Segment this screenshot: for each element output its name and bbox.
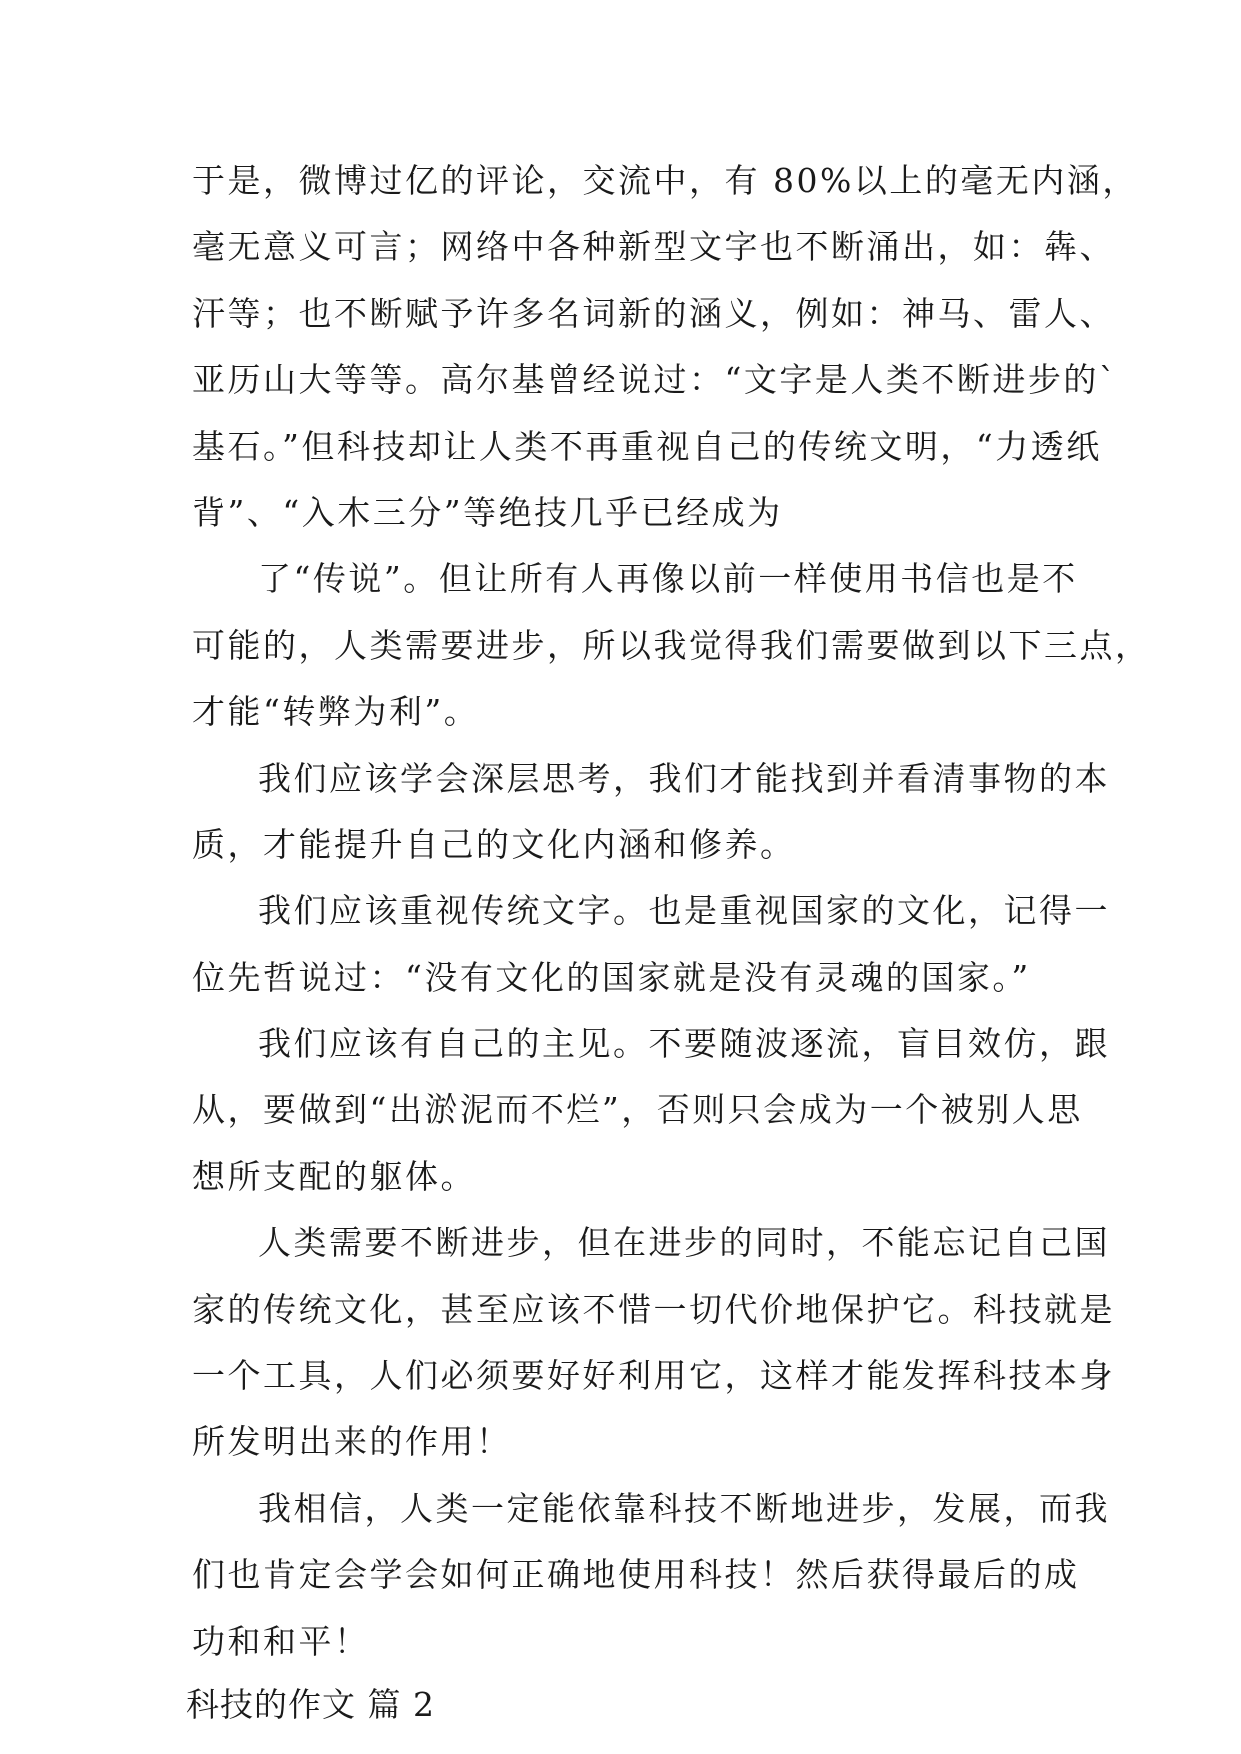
text-line: 功和和平！	[192, 1621, 370, 1661]
text-line: 亚历山大等等。高尔基曾经说过：“文字是人类不断进步的`	[192, 360, 1118, 400]
text-line: 想所支配的躯体。	[192, 1156, 476, 1196]
text-line: 一个工具，人们必须要好好利用它，这样才能发挥科技本身	[192, 1356, 1115, 1396]
text-line: 质，才能提升自己的文化内涵和修养。	[192, 824, 796, 864]
document-body	[186, 148, 1151, 1735]
text-line: 于是，微博过亿的评论，交流中，有 80%以上的毫无内涵，	[192, 161, 1138, 200]
text-line: 汗等；也不断赋予许多名词新的涵义，例如：神马、雷人、	[192, 293, 1115, 333]
text-line: 我们应该学会深层思考，我们才能找到并看清事物的本	[258, 758, 1110, 798]
text-line: 基石。”但科技却让人类不再重视自己的传统文明，“力透纸	[192, 426, 1102, 466]
text-line: 们也肯定会学会如何正确地使用科技！然后获得最后的成	[192, 1555, 1080, 1595]
text-line: 才能“转弊为利”。	[192, 692, 480, 732]
text-line: 毫无意义可言；网络中各种新型文字也不断涌出，如：犇、	[192, 227, 1115, 267]
section-heading: 科技的作文 篇 2	[186, 1684, 435, 1724]
text-line: 位先哲说过：“没有文化的国家就是没有灵魂的国家。”	[192, 957, 1031, 997]
text-line: 了“传说”。但让所有人再像以前一样使用书信也是不	[258, 559, 1078, 599]
text-line: 我们应该有自己的主见。不要随波逐流，盲目效仿，跟	[258, 1024, 1110, 1064]
text-line: 我相信，人类一定能依靠科技不断地进步，发展，而我	[258, 1488, 1110, 1528]
text-line: 我们应该重视传统文字。也是重视国家的文化，记得一	[258, 891, 1110, 931]
text-line: 家的传统文化，甚至应该不惜一切代价地保护它。科技就是	[192, 1289, 1115, 1329]
text-line: 背”、“入木三分”等绝技几乎已经成为	[192, 492, 783, 532]
text-line: 人类需要不断进步，但在进步的同时，不能忘记自己国	[258, 1223, 1110, 1263]
text-line: 所发明出来的作用！	[192, 1422, 512, 1462]
text-line: 从，要做到“出淤泥而不烂”，否则只会成为一个被别人思	[192, 1090, 1083, 1130]
text-line: 可能的，人类需要进步，所以我觉得我们需要做到以下三点，	[192, 625, 1151, 665]
